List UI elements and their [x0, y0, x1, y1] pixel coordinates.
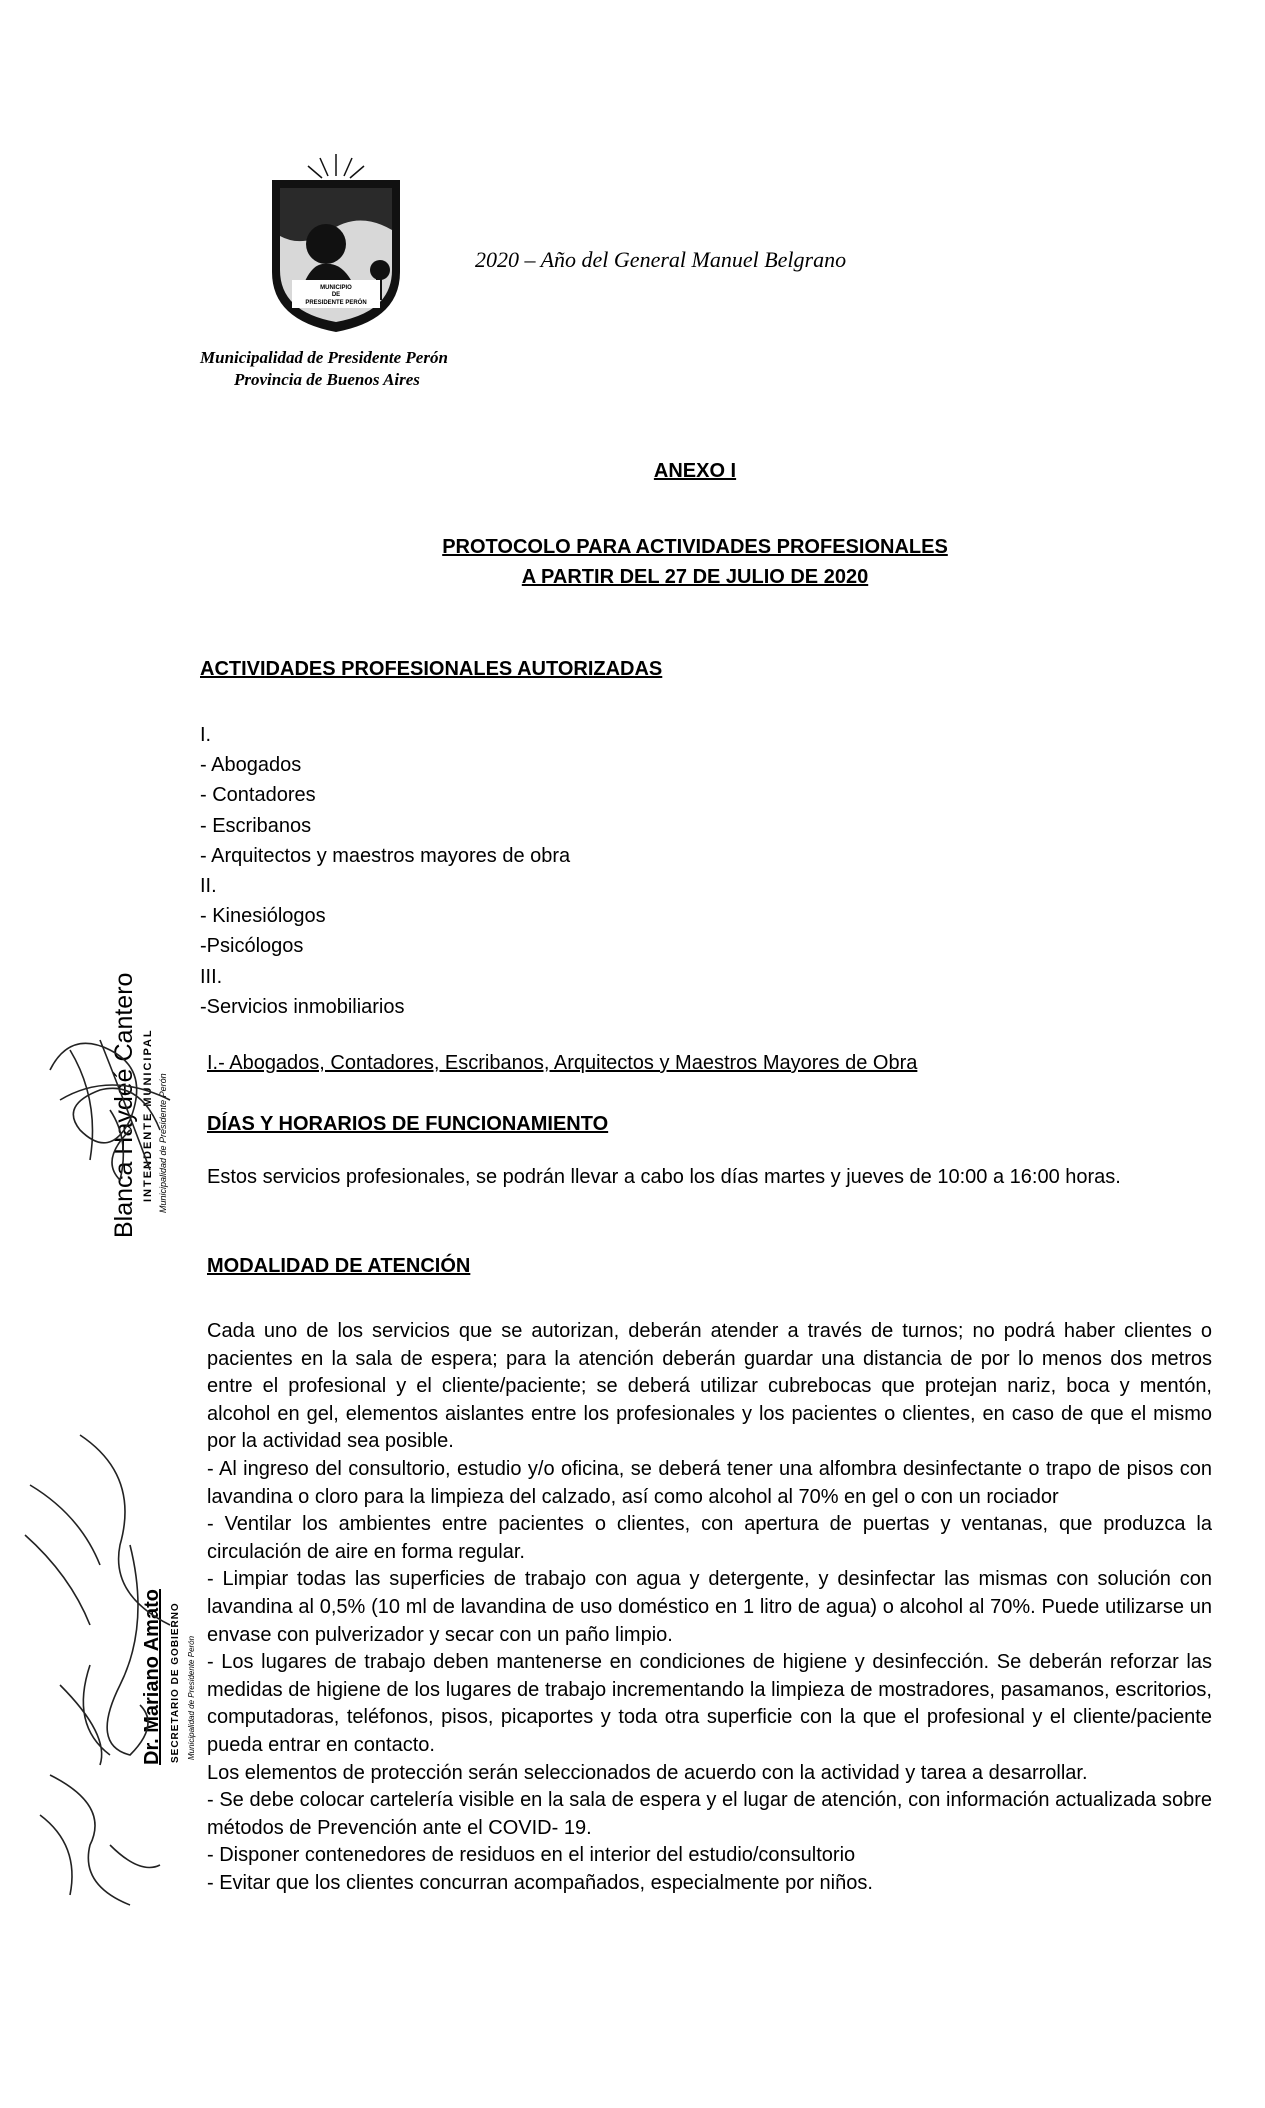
paragraph: - Los lugares de trabajo deben mantenerse en condiciones de higiene y desinfección. Se deberán reforzar las medidas de higiene de los lugares de trabajo incrementando la limpieza de mostradores, pasamanos, escritorios, computadoras, teléfonos, pisos, picaportes y toda otra superficie con la que el profesional y el cliente/paciente pueda entrar en contacto.	[207, 1651, 1212, 1756]
days-text: Estos servicios profesionales, se podrán llevar a cabo los días martes y jueves de 10:00 a 16:00 horas.	[207, 1166, 1121, 1188]
modality-body	[207, 1318, 1212, 1897]
paragraph: - Limpiar todas las superficies de trabajo con agua y detergente, y desinfectar las mismas con solución con lavandina al 0,5% (10 ml de lavandina de uso doméstico en 1 litro de agua) o alcohol al 70%. Puede utilizarse un envase con pulverizador y secar con un paño limpio.	[207, 1568, 1212, 1646]
list-item: - Contadores	[200, 784, 316, 807]
protocol-title-line1: PROTOCOLO PARA ACTIVIDADES PROFESIONALES	[442, 536, 948, 558]
svg-text:PRESIDENTE PERÓN: PRESIDENTE PERÓN	[305, 300, 367, 306]
section-subheading: I.- Abogados, Contadores, Escribanos, Arquitectos y Maestros Mayores de Obra	[207, 1052, 918, 1074]
paragraph: - Al ingreso del consultorio, estudio y/o oficina, se deberá tener una alfombra desinfectante o trapo de pisos con lavandina o cloro para la limpieza del calzado, así como alcohol al 70% en gel o con un rociador	[207, 1457, 1212, 1508]
secretary-stamp-org: Municipalidad de Presidente Perón	[187, 1635, 196, 1760]
list-item: - Escribanos	[200, 814, 312, 837]
days-paragraph	[207, 1164, 1212, 1192]
list-item: -Psicólogos	[200, 935, 304, 958]
list-item: - Abogados	[200, 754, 302, 777]
paragraph: - Evitar que los clientes concurran acompañados, especialmente por niños.	[207, 1871, 873, 1894]
year-motto: 2020 – Año del General Manuel Belgrano	[475, 247, 847, 272]
paragraph: - Se debe colocar cartelería visible en la sala de espera y el lugar de atención, con información actualizada sobre métodos de Prevención ante el COVID- 19.	[207, 1789, 1212, 1839]
secretary-stamp-name: Dr. Mariano Amato	[141, 1589, 163, 1765]
days-heading: DÍAS Y HORARIOS DE FUNCIONAMIENTO	[207, 1113, 609, 1135]
secretary-stamp-title: SECRETARIO DE GOBIERNO	[170, 1602, 181, 1763]
svg-text:DE: DE	[331, 292, 341, 298]
annex-label-wrap	[0, 460, 1265, 483]
list-item: - Kinesiólogos	[200, 905, 326, 928]
authorized-list	[200, 720, 570, 1022]
paragraph: Los elementos de protección serán seleccionados de acuerdo con la actividad y tarea a desarrollar.	[207, 1761, 1088, 1784]
municipal-crest-logo	[268, 152, 404, 334]
modality-heading: MODALIDAD DE ATENCIÓN	[207, 1255, 471, 1277]
mayor-stamp-title: INTENDENTE MUNICIPAL	[142, 1028, 154, 1202]
list-item: - Arquitectos y maestros mayores de obra	[200, 844, 571, 867]
mayor-stamp-org: Municipalidad de Presidente Perón	[158, 1073, 168, 1213]
protocol-title	[400, 532, 990, 592]
svg-text:MUNICIPIO: MUNICIPIO	[320, 285, 352, 291]
list-item: III.	[200, 965, 223, 988]
annex-label: ANEXO I	[653, 460, 737, 482]
list-item: I.	[200, 724, 212, 746]
paragraph: Cada uno de los servicios que se autorizan, deberán atender a través de turnos; no podrá haber clientes o pacientes en la sala de espera; para la atención deberán guardar una distancia de por lo menos dos metros entre el profesional y el cliente/paciente; se deberá utilizar cubrebocas que protejan nariz, boca y mentón, alcohol en gel, elementos aislantes entre los profesionales y los pacientes o clientes, en caso de que el mismo por la actividad sea posible.	[207, 1320, 1212, 1453]
protocol-title-line2: A PARTIR DEL 27 DE JULIO DE 2020	[521, 566, 869, 588]
list-item: II.	[200, 875, 217, 898]
municipality-header	[200, 347, 448, 391]
province-name: Provincia de Buenos Aires	[234, 370, 420, 389]
paragraph: - Ventilar los ambientes entre pacientes o clientes, con apertura de puertas y ventanas, que produzca la circulación de aire en forma regular.	[207, 1513, 1212, 1563]
list-item: -Servicios inmobiliarios	[200, 995, 405, 1018]
municipality-name: Municipalidad de Presidente Perón	[200, 348, 448, 367]
authorized-heading: ACTIVIDADES PROFESIONALES AUTORIZADAS	[200, 658, 663, 680]
paragraph: - Disponer contenedores de residuos en el interior del estudio/consultorio	[207, 1844, 856, 1867]
mayor-stamp-name: Blanca Haydeé Cantero	[110, 972, 138, 1238]
